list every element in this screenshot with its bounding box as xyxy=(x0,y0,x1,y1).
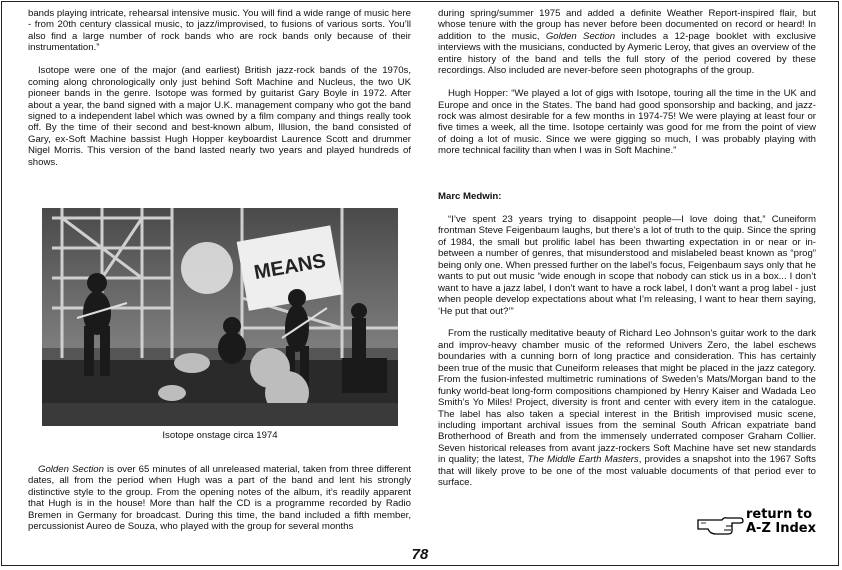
album-title: Golden Section xyxy=(545,30,616,42)
right-column xyxy=(438,8,816,500)
return-to-index-link[interactable] xyxy=(696,507,816,537)
left-column xyxy=(28,8,411,180)
paragraph-text: during spring/summer 1975 and added a definite Weather Report-inspired flair, but whose tenure with the group has never before been documented on record or heard! In addition to the music, xyxy=(438,8,816,42)
album-title: The Middle Earth Masters xyxy=(527,454,639,466)
quote-paragraph: Hugh Hopper: “We played a lot of gigs with Isotope, touring all the time in the UK and Europe and once in the States. The band had good sponsorship and backing, and jazz-rock was almost desirable for a few months in 1974-75! We were playing at least four or five times a week, all the time. Isotope certainly was good for me from the point of view of doing a lot of music. Since we were gigging so much, I was probably playing with more technical facility than when I was in Soft Machine.” xyxy=(438,88,816,157)
paragraph: “I’ve spent 23 years trying to disappoint people—I love doing that,” Cuneiform frontman Steve Feigenbaum laughs, but there’s a lot of truth to the quip. Since the spring of 1984, the small but prolific label has been thwarting expectation in or near or in-between a number of genres, that misunderstood and mislabeled beast known as “prog” being only one. When pressed further on the label’s focus, Feigenbaum says only that he wants to put out music “wide enough in scope that nobody can stick us in a box... I don’t want to have a jazz label, I don’t want to have a rock label, I don’t want a prog label - just when people develop expectations about what I’m releasing, I want to hear them saying, ‘He put that out?’” xyxy=(438,213,816,317)
paragraph-text: includes a 12-page booklet with exclusive interviews with the musicians, conducted by Aymeric Leroy, that gives an overview of the entire history of the band and tells the full story of the period covered by these recordings. Also included are never-before seen photographs of the group. xyxy=(438,30,816,77)
paragraph: bands playing intricate, rehearsal intensive music. You will find a wide range of music here - from 20th century classical music, to jazz/improvised, to fusions of various sorts. You’ll also find a large number of rock bands who are rock bands only because of their instrumentation.” xyxy=(28,8,411,54)
stage-sign-text: MEANS xyxy=(252,249,328,285)
band-onstage-image xyxy=(42,208,398,426)
paragraph: Isotope were one of the major (and earliest) British jazz-rock bands of the 1970s, coming along chronologically only just behind Soft Machine and Nucleus, the two UK pioneer bands in the genre. Isotope was formed by guitarist Gary Boyle in 1972. After about a year, the band signed with a major U.K. management company who got the band signed to a independent label which was owned by a film company and things really took off. By the time of their second and best-known album, Illusion, the band consisted of Gary, ex-Soft Machine bassist Hugh Hopper keyboardist Laurence Scott and drummer Nigel Morris. This version of the band lasted nearly two years and played hundreds of shows. xyxy=(28,65,411,168)
band-photo xyxy=(42,208,398,426)
paragraph-text: is over 65 minutes of all unreleased material, taken from three different dates, all from the period when Hugh was a part of the band and lent his strongly distinctive style to the group. From the opening notes of the album, it’s readily apparent that Hugh is in the house! More than half the CD is a programme recorded by Radio Bremen in Germany for broadcast. During this time, the band included a fifth member, percussionist Aureo de Souza, who played with the group for several months xyxy=(28,464,411,533)
return-link-label[interactable] xyxy=(746,508,816,536)
pointing-hand-icon xyxy=(696,507,746,537)
return-link-line1[interactable]: return to xyxy=(745,507,813,522)
return-link-line2[interactable]: A-Z Index xyxy=(745,521,816,536)
paragraph-text: , provides a snapshot into the 1967 Softs that will likely prove to be one of the most valuable documents of that period ever to surface. xyxy=(438,454,816,489)
left-column-bottom xyxy=(28,464,411,544)
section-heading: Marc Medwin: xyxy=(438,191,502,203)
paragraph-text: From the rustically meditative beauty of Richard Leo Johnson’s guitar work to the dark and improv-heavy chamber music of the reformed Univers Zero, the label eschews boundaries with a cunning born of long practice and consideration. This has certainly been true of the music that Cuneiform releases that might be placed in the jazz category. From the fusion-infested multimetric ruminations of Sweden’s Mats/Morgan band to the funky world-beat long-form compositions championed by Henry Kaiser and Wadada Leo Smith’s Yo Miles! Project, diversity is front and center with every item in the catalogue. The label has also taken a special interest in the British improvised music scene, including important archival issues from the seminal South African expatriate band Brotherhood of Breath and from the immensely underrated composer Graham Collier. Seven historical releases from avant jazz-rockers Soft Machine have set new standards in quality; the latest, xyxy=(438,328,816,466)
paragraph xyxy=(438,328,816,488)
page-number: 78 xyxy=(411,546,429,563)
paragraph xyxy=(438,8,816,77)
magazine-page xyxy=(1,1,839,566)
album-title: Golden Section xyxy=(38,464,104,475)
paragraph xyxy=(28,464,411,533)
photo-caption: Isotope onstage circa 1974 xyxy=(162,430,278,441)
